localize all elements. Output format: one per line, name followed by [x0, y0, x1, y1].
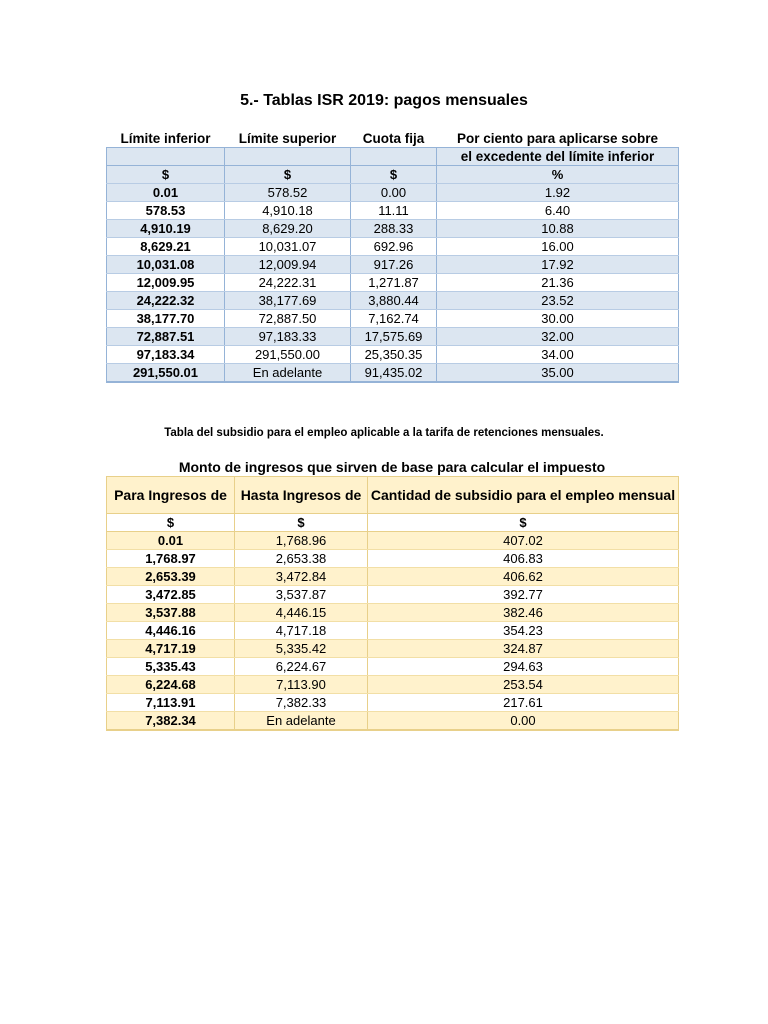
subsidy-table-row-cell: 2,653.39	[107, 568, 235, 586]
subsidy-table-row-cell: 406.62	[368, 568, 679, 586]
subsidy-table-row-cell: 4,717.18	[235, 622, 368, 640]
isr-table-row	[107, 328, 679, 346]
isr-table-row-cell: 25,350.35	[351, 346, 437, 364]
isr-table-row-cell: 692.96	[351, 238, 437, 256]
isr-header-continuation-row	[107, 148, 679, 166]
subsidy-table-row-cell: 1,768.97	[107, 550, 235, 568]
subsidy-table-row-cell: 7,113.90	[235, 676, 368, 694]
subsidy-table-row-cell: 3,537.87	[235, 586, 368, 604]
subsidy-table-row	[107, 550, 679, 568]
isr-table-row-cell: 72,887.50	[225, 310, 351, 328]
isr-table-row-cell: 97,183.33	[225, 328, 351, 346]
subsidy-header-row	[107, 477, 679, 514]
isr-table-row-cell: 21.36	[437, 274, 679, 292]
isr-table-row-cell: 10.88	[437, 220, 679, 238]
isr-table-row-cell: 578.53	[107, 202, 225, 220]
isr-table-row-cell: 72,887.51	[107, 328, 225, 346]
subsidy-table-row-cell: 0.01	[107, 532, 235, 550]
isr-table-row-cell: 291,550.00	[225, 346, 351, 364]
subsidy-table-row-cell: 406.83	[368, 550, 679, 568]
isr-table-row-cell: 32.00	[437, 328, 679, 346]
isr-table-row	[107, 202, 679, 220]
isr-table-row	[107, 364, 679, 383]
isr-table-row-cell: En adelante	[225, 364, 351, 383]
isr-table-row-cell: 4,910.19	[107, 220, 225, 238]
subsidy-table-row-cell: 294.63	[368, 658, 679, 676]
isr-unit-cell: $	[107, 166, 225, 184]
isr-table-row-cell: 10,031.08	[107, 256, 225, 274]
subsidy-unit-cell: $	[107, 514, 235, 532]
isr-table-row-cell: 0.00	[351, 184, 437, 202]
subsidy-header-cell: Para Ingresos de	[107, 477, 235, 514]
subsidy-header-cell: Hasta Ingresos de	[235, 477, 368, 514]
isr-header-cell: Cuota fija	[362, 131, 425, 146]
isr-empty-cell	[107, 148, 225, 166]
isr-table-row	[107, 256, 679, 274]
subsidy-table-row-cell: 4,717.19	[107, 640, 235, 658]
subsidy-table-row-cell: 324.87	[368, 640, 679, 658]
isr-table-row-cell: 1.92	[437, 184, 679, 202]
isr-table-row-cell: 3,880.44	[351, 292, 437, 310]
isr-table-row-cell: 10,031.07	[225, 238, 351, 256]
subsidy-table-row	[107, 694, 679, 712]
subsidy-table-row	[107, 712, 679, 731]
isr-table-row	[107, 292, 679, 310]
subsidy-table-row-cell: 3,472.85	[107, 586, 235, 604]
isr-table-row	[107, 274, 679, 292]
subsidy-table-row-cell: 1,768.96	[235, 532, 368, 550]
subsidy-table-row	[107, 658, 679, 676]
isr-table-row-cell: 12,009.95	[107, 274, 225, 292]
subsidy-table-row-cell: 217.61	[368, 694, 679, 712]
subsidy-table-row-cell: 3,537.88	[107, 604, 235, 622]
subsidy-caption: Tabla del subsidio para el empleo aplicable a la tarifa de retenciones mensuales.	[164, 427, 604, 439]
isr-table-row-cell: 30.00	[437, 310, 679, 328]
subsidy-table-row-cell: 407.02	[368, 532, 679, 550]
isr-empty-cell	[225, 148, 351, 166]
isr-table-row-cell: 1,271.87	[351, 274, 437, 292]
isr-table-row-cell: 917.26	[351, 256, 437, 274]
isr-table-row-cell: 8,629.20	[225, 220, 351, 238]
subsidy-table-row-cell: 382.46	[368, 604, 679, 622]
isr-table-row-cell: 578.52	[225, 184, 351, 202]
isr-table-row-cell: 11.11	[351, 202, 437, 220]
isr-table-row-cell: 35.00	[437, 364, 679, 383]
isr-table-row-cell: 291,550.01	[107, 364, 225, 383]
subsidy-unit-cell: $	[368, 514, 679, 532]
isr-table-row-cell: 24,222.32	[107, 292, 225, 310]
subsidy-unit-cell: $	[235, 514, 368, 532]
isr-table-row-cell: 8,629.21	[107, 238, 225, 256]
isr-table-row	[107, 310, 679, 328]
isr-unit-cell: $	[225, 166, 351, 184]
isr-table-row-cell: 17.92	[437, 256, 679, 274]
subsidy-table-row-cell: 6,224.67	[235, 658, 368, 676]
isr-table-row-cell: 23.52	[437, 292, 679, 310]
page-title: 5.- Tablas ISR 2019: pagos mensuales	[240, 92, 528, 109]
isr-table	[106, 130, 679, 383]
isr-table-row	[107, 346, 679, 364]
isr-unit-cell: %	[437, 166, 679, 184]
isr-table-row-cell: 17,575.69	[351, 328, 437, 346]
subsidy-table-row-cell: 3,472.84	[235, 568, 368, 586]
isr-table-row-cell: 7,162.74	[351, 310, 437, 328]
isr-header-row	[107, 130, 679, 148]
subsidy-table-row-cell: 7,113.91	[107, 694, 235, 712]
isr-table-row-cell: 0.01	[107, 184, 225, 202]
subsidy-table-row-cell: En adelante	[235, 712, 368, 731]
isr-header-cell: Por ciento para aplicarse sobre	[456, 131, 659, 146]
isr-table-row-cell: 91,435.02	[351, 364, 437, 383]
isr-table-row-cell: 288.33	[351, 220, 437, 238]
subsidy-table-row-cell: 253.54	[368, 676, 679, 694]
isr-table-row-cell: 38,177.69	[225, 292, 351, 310]
subsidy-table-row-cell: 392.77	[368, 586, 679, 604]
subsidy-table-row	[107, 586, 679, 604]
isr-units-row	[107, 166, 679, 184]
isr-table-row	[107, 220, 679, 238]
subsidy-table-row	[107, 640, 679, 658]
subsidy-table	[106, 476, 679, 731]
isr-table-row-cell: 34.00	[437, 346, 679, 364]
isr-table-row-cell: 97,183.34	[107, 346, 225, 364]
isr-header-cell: el excedente del límite inferior	[437, 148, 679, 166]
isr-table-row-cell: 4,910.18	[225, 202, 351, 220]
subsidy-table-row-cell: 7,382.34	[107, 712, 235, 731]
subsidy-table-row	[107, 532, 679, 550]
subsidy-table-row	[107, 568, 679, 586]
subsidy-header-cell: Cantidad de subsidio para el empleo mensual	[368, 477, 679, 514]
isr-table-row-cell: 16.00	[437, 238, 679, 256]
subsidy-table-row	[107, 676, 679, 694]
isr-table-row-cell: 12,009.94	[225, 256, 351, 274]
isr-header-cell: Límite inferior	[120, 131, 211, 146]
subsidy-title: Monto de ingresos que sirven de base para calcular el impuesto	[178, 459, 606, 475]
isr-empty-cell	[351, 148, 437, 166]
isr-table-row-cell: 24,222.31	[225, 274, 351, 292]
subsidy-table-row-cell: 4,446.15	[235, 604, 368, 622]
subsidy-table-row-cell: 354.23	[368, 622, 679, 640]
subsidy-units-row	[107, 514, 679, 532]
subsidy-table-row-cell: 4,446.16	[107, 622, 235, 640]
subsidy-table-row	[107, 622, 679, 640]
subsidy-table-row-cell: 5,335.43	[107, 658, 235, 676]
subsidy-table-row-cell: 6,224.68	[107, 676, 235, 694]
subsidy-table-row-cell: 2,653.38	[235, 550, 368, 568]
isr-table-row-cell: 38,177.70	[107, 310, 225, 328]
subsidy-table-row-cell: 7,382.33	[235, 694, 368, 712]
isr-table-row	[107, 184, 679, 202]
isr-table-row	[107, 238, 679, 256]
subsidy-table-row-cell: 0.00	[368, 712, 679, 731]
isr-table-row-cell: 6.40	[437, 202, 679, 220]
isr-unit-cell: $	[351, 166, 437, 184]
subsidy-table-row-cell: 5,335.42	[235, 640, 368, 658]
subsidy-table-row	[107, 604, 679, 622]
isr-header-cell: Límite superior	[238, 131, 337, 146]
